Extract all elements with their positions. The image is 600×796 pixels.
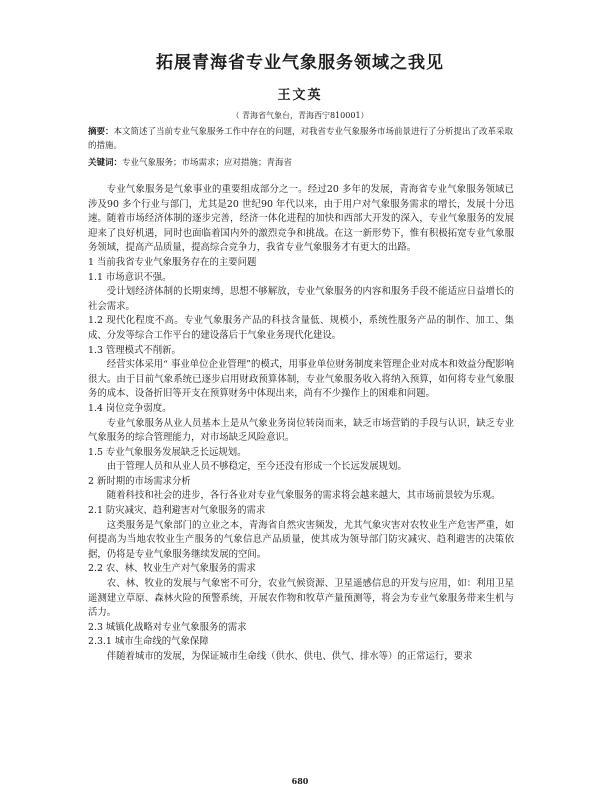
section-heading: 1.1 市场意识不强。	[88, 271, 172, 283]
keywords-label: 关键词：	[88, 158, 123, 168]
section-heading: 1.2 现代化程度不高。专业气象服务产品的科技含量低、规模小，系统性服务产品的制作、加工、集成、分发等综合工作平台的建设落后于气象业务现代化建设。	[88, 315, 514, 341]
section-heading: 2.1 防灾减灾、趋利避害对气象服务的需求	[88, 505, 266, 517]
body-paragraph: 由于管理人员和从业人员不够稳定，至今还没有形成一个长远发展规划。	[106, 461, 407, 473]
section-heading: 1 当前我省专业气象服务存在的主要问题	[88, 256, 257, 268]
section-heading: 2.2 农、林、牧业生产对气象服务的需求	[88, 563, 256, 575]
body-paragraph: 专业气象服务是气象事业的重要组成部分之一。经过20 多年的发展，青海省专业气象服务领域已涉及90 多个行业与部门，尤其是20 世纪90 年代以来，由于用户对气象服务需求的增长，发展十分迅速。随着市场经济体制的逐步完善，经济一体化进程的加快和西部大开发的深入，专业气象服务的发展迎来了良好机遇，同时也面临着国内外的激烈竞争和挑战。在这一新形势下，惟有积极拓宽专业气象服务领域，提高产品质量，提高综合竞争力，我省专业气象服务才有更大的出路。	[88, 184, 514, 254]
abstract-label: 摘要：	[88, 127, 114, 137]
author-name: 王文英	[277, 88, 323, 103]
keywords	[88, 157, 514, 170]
body-paragraph: 农、林、牧业的发展与气象密不可分，农业气候资源、卫星遥感信息的开发与应用，如：利用卫星遥测建立草原、森林火险的预警系统，开展农作物和牧草产量预测等，将会为专业气象服务带来生机与活力。	[88, 578, 514, 619]
section-heading: 2.3 城镇化战略对专业气象服务的需求	[88, 621, 247, 633]
body-paragraph: 专业气象服务从业人员基本上是从气象业务岗位转岗而来，缺乏市场营销的手段与认识，缺乏专业气象服务的综合管理能力，对市场缺乏风险意识。	[88, 417, 514, 444]
body-text	[88, 183, 514, 665]
body-paragraph: 经营实体采用“ 事业单位企业管理”的模式，用事业单位财务制度来管理企业对成本和效益分配影响很大。由于目前气象系统已逐步启用财政预算体制，专业气象服务收入将纳入预算，如何将专业气象服务的成本、设备折旧等开支在预算财务中体现出来，尚有不少操作上的困难和问题。	[88, 359, 514, 400]
paper-title: 拓展青海省专业气象服务领域之我见	[156, 53, 444, 73]
section-heading: 1.4 岗位竞争弱度。	[88, 402, 172, 414]
section-heading: 2 新时期的市场需求分析	[88, 475, 191, 487]
body-paragraph: 伴随着城市的发展，为保证城市生命线（供水、供电、供气、排水等）的正常运行，要求	[106, 651, 473, 662]
abstract	[88, 125, 514, 153]
body-paragraph: 随着科技和社会的进步，各行各业对专业气象服务的需求将会越来越大，其市场前景较为乐观。	[106, 490, 501, 502]
section-heading: 2.3.1 城市生命线的气象保障	[88, 636, 209, 648]
body-paragraph: 受计划经济体制的长期束缚，思想不够解放，专业气象服务的内容和服务手段不能适应日益增长的社会需求。	[88, 286, 514, 312]
page-number: 680	[291, 776, 309, 786]
author-affiliation: （ 青海省气象台，青海西宁810001）	[231, 111, 369, 120]
abstract-text: 本文简述了当前专业气象服务工作中存在的问题，对我省专业气象服务市场前景进行了分析提出了改革采取的措施。	[88, 127, 514, 151]
keywords-text: 专业气象服务；市场需求；应对措施；青海省	[122, 158, 293, 168]
body-paragraph: 这类服务是气象部门的立业之本，青海省自然灾害频发，尤其气象灾害对农牧业生产危害严重，如何提高为当地农牧业生产服务的气象信息产品质量，使其成为领导部门防灾减灾、趋利避害的决策依据，仍将是专业气象服务继续发展的空间。	[88, 519, 514, 560]
section-heading: 1.5 专业气象服务发展缺乏长远规划。	[88, 446, 247, 458]
section-heading: 1.3 管理模式不削新。	[88, 344, 181, 356]
